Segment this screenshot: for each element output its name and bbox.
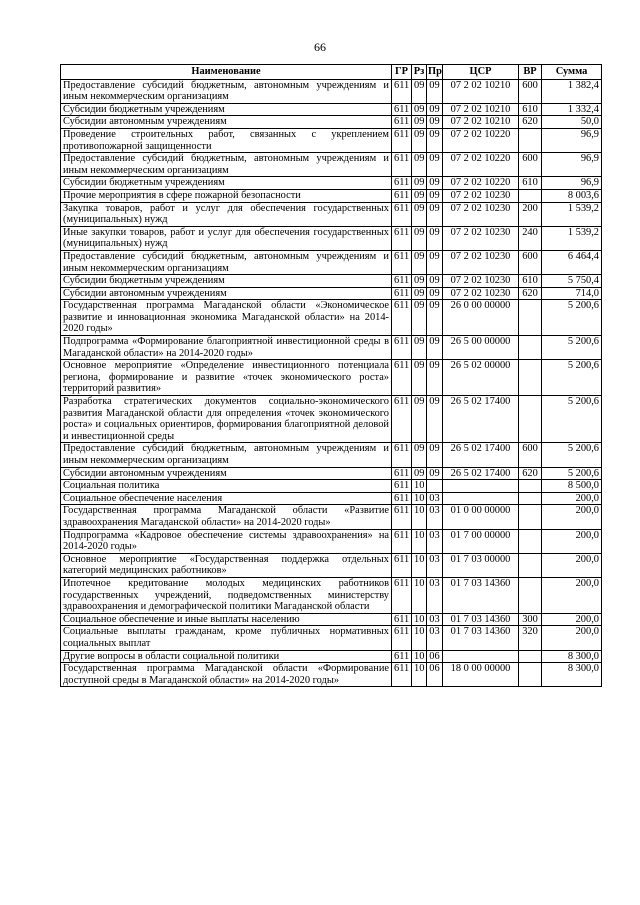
row-rz: 09: [412, 103, 427, 116]
row-sum: 6 464,4: [542, 250, 602, 274]
row-vr: [519, 189, 542, 202]
row-name: Проведение строительных работ, связанных с укреплением противопожарной защищенности: [61, 128, 392, 152]
table-row: [61, 529, 602, 553]
row-csr: 26 5 02 17400: [443, 443, 519, 467]
table-row: [61, 553, 602, 577]
row-name: Социальная политика: [61, 480, 392, 493]
row-name: Подпрограмма «Кадровое обеспечение системы здравоохранения» на 2014-2020 годы»: [61, 529, 392, 553]
row-rz: 10: [412, 626, 427, 650]
row-pr: 09: [427, 396, 443, 443]
row-gr: 611: [392, 505, 412, 529]
row-pr: 09: [427, 79, 443, 103]
row-vr: [519, 663, 542, 687]
row-sum: 200,0: [542, 529, 602, 553]
row-name: Государственная программа Магаданской области «Развитие здравоохранения Магаданской области» на 2014-2020 годы»: [61, 505, 392, 529]
row-name: Субсидии бюджетным учреждениям: [61, 177, 392, 190]
table-row: [61, 577, 602, 613]
header-name: Наименование: [61, 65, 392, 80]
row-gr: 611: [392, 663, 412, 687]
row-vr: 620: [519, 116, 542, 129]
row-csr: 07 2 02 10210: [443, 103, 519, 116]
row-sum: 96,9: [542, 128, 602, 152]
row-csr: 01 0 00 00000: [443, 505, 519, 529]
row-pr: 09: [427, 128, 443, 152]
row-gr: 611: [392, 443, 412, 467]
row-pr: 09: [427, 153, 443, 177]
row-rz: 09: [412, 128, 427, 152]
table-row: [61, 492, 602, 505]
row-csr: 01 7 03 00000: [443, 553, 519, 577]
row-pr: 09: [427, 360, 443, 396]
row-csr: 07 2 02 10230: [443, 189, 519, 202]
row-rz: 09: [412, 189, 427, 202]
row-csr: 07 2 02 10220: [443, 177, 519, 190]
table-row: [61, 275, 602, 288]
row-vr: 610: [519, 103, 542, 116]
table-row: [61, 443, 602, 467]
row-rz: 09: [412, 287, 427, 300]
table-row: [61, 336, 602, 360]
row-sum: 200,0: [542, 505, 602, 529]
row-csr: 01 7 03 14360: [443, 577, 519, 613]
row-name: Предоставление субсидий бюджетным, автономным учреждениям и иным некоммерческим организациям: [61, 443, 392, 467]
row-name: Прочие мероприятия в сфере пожарной безопасности: [61, 189, 392, 202]
header-csr: ЦСР: [443, 65, 519, 80]
row-name: Субсидии бюджетным учреждениям: [61, 275, 392, 288]
row-pr: 03: [427, 553, 443, 577]
row-rz: 10: [412, 577, 427, 613]
row-vr: [519, 396, 542, 443]
row-sum: 8 300,0: [542, 650, 602, 663]
row-vr: 600: [519, 153, 542, 177]
row-pr: 09: [427, 300, 443, 336]
row-csr: 01 7 03 14360: [443, 626, 519, 650]
row-rz: 09: [412, 79, 427, 103]
row-name: Подпрограмма «Формирование благоприятной инвестиционной среды в Магаданской области» на 2014-2020 годы»: [61, 336, 392, 360]
table-row: [61, 396, 602, 443]
row-sum: 200,0: [542, 492, 602, 505]
row-vr: [519, 529, 542, 553]
row-csr: 01 7 03 14360: [443, 613, 519, 626]
row-sum: 8 003,6: [542, 189, 602, 202]
row-name: Другие вопросы в области социальной политики: [61, 650, 392, 663]
row-name: Субсидии автономным учреждениям: [61, 467, 392, 480]
row-pr: 09: [427, 287, 443, 300]
row-vr: [519, 128, 542, 152]
row-gr: 611: [392, 250, 412, 274]
row-sum: 1 332,4: [542, 103, 602, 116]
row-vr: 320: [519, 626, 542, 650]
table-body: [61, 79, 602, 687]
row-vr: 600: [519, 443, 542, 467]
row-csr: 07 2 02 10220: [443, 128, 519, 152]
row-csr: 07 2 02 10230: [443, 226, 519, 250]
row-csr: 07 2 02 10210: [443, 116, 519, 129]
row-vr: [519, 480, 542, 493]
row-name: Основное мероприятие «Государственная поддержка отдельных категорий медицинских работников»: [61, 553, 392, 577]
header-rz: Рз: [412, 65, 427, 80]
row-gr: 611: [392, 189, 412, 202]
row-rz: 09: [412, 250, 427, 274]
page-number: 66: [314, 40, 326, 54]
row-sum: 5 750,4: [542, 275, 602, 288]
table-row: [61, 300, 602, 336]
row-name: Иные закупки товаров, работ и услуг для обеспечения государственных (муниципальных) нужд: [61, 226, 392, 250]
row-sum: 5 200,6: [542, 336, 602, 360]
row-name: Социальное обеспечение и иные выплаты населению: [61, 613, 392, 626]
row-gr: 611: [392, 467, 412, 480]
header-pr: Пр: [427, 65, 443, 80]
row-pr: 06: [427, 650, 443, 663]
row-csr: 26 5 02 00000: [443, 360, 519, 396]
row-gr: 611: [392, 116, 412, 129]
header-vr: ВР: [519, 65, 542, 80]
row-csr: 18 0 00 00000: [443, 663, 519, 687]
row-vr: 300: [519, 613, 542, 626]
row-vr: 240: [519, 226, 542, 250]
row-vr: [519, 577, 542, 613]
row-rz: 09: [412, 443, 427, 467]
row-rz: 09: [412, 226, 427, 250]
row-vr: [519, 505, 542, 529]
row-pr: 03: [427, 613, 443, 626]
row-gr: 611: [392, 480, 412, 493]
budget-table: [60, 64, 602, 687]
row-gr: 611: [392, 103, 412, 116]
row-pr: 09: [427, 275, 443, 288]
row-gr: 611: [392, 613, 412, 626]
row-vr: 610: [519, 275, 542, 288]
table-row: [61, 128, 602, 152]
table-row: [61, 467, 602, 480]
row-pr: 09: [427, 467, 443, 480]
row-pr: 06: [427, 663, 443, 687]
row-sum: 50,0: [542, 116, 602, 129]
row-gr: 611: [392, 128, 412, 152]
row-gr: 611: [392, 226, 412, 250]
row-name: Социальное обеспечение населения: [61, 492, 392, 505]
row-rz: 09: [412, 116, 427, 129]
row-name: Социальные выплаты гражданам, кроме публичных нормативных социальных выплат: [61, 626, 392, 650]
row-rz: 09: [412, 177, 427, 190]
row-csr: [443, 480, 519, 493]
table-row: [61, 650, 602, 663]
row-rz: 09: [412, 275, 427, 288]
row-gr: 611: [392, 492, 412, 505]
row-sum: 5 200,6: [542, 443, 602, 467]
row-vr: [519, 553, 542, 577]
table-row: [61, 505, 602, 529]
row-pr: 03: [427, 577, 443, 613]
row-rz: 10: [412, 650, 427, 663]
row-gr: 611: [392, 275, 412, 288]
row-sum: 1 539,2: [542, 226, 602, 250]
row-name: Субсидии автономным учреждениям: [61, 287, 392, 300]
row-csr: 07 2 02 10230: [443, 275, 519, 288]
row-gr: 611: [392, 577, 412, 613]
row-name: Предоставление субсидий бюджетным, автономным учреждениям и иным некоммерческим организациям: [61, 153, 392, 177]
row-rz: 10: [412, 480, 427, 493]
row-sum: 96,9: [542, 153, 602, 177]
row-csr: [443, 492, 519, 505]
row-gr: 611: [392, 287, 412, 300]
table-row: [61, 250, 602, 274]
row-csr: 07 2 02 10230: [443, 287, 519, 300]
row-pr: 03: [427, 626, 443, 650]
row-sum: 200,0: [542, 553, 602, 577]
table-row: [61, 226, 602, 250]
row-vr: 620: [519, 287, 542, 300]
row-rz: 09: [412, 467, 427, 480]
row-sum: 200,0: [542, 626, 602, 650]
table-row: [61, 103, 602, 116]
row-gr: 611: [392, 396, 412, 443]
row-pr: 03: [427, 505, 443, 529]
row-vr: 620: [519, 467, 542, 480]
row-vr: [519, 492, 542, 505]
table-row: [61, 177, 602, 190]
row-pr: 09: [427, 226, 443, 250]
row-pr: 09: [427, 116, 443, 129]
row-sum: 8 300,0: [542, 663, 602, 687]
row-csr: 07 2 02 10230: [443, 250, 519, 274]
row-name: Разработка стратегических документов социально-экономического развития Магаданской области для определения «точек экономического роста» и социальных ориентиров, формирования благоприятной деловой и инвестиционной среды: [61, 396, 392, 443]
row-csr: [443, 650, 519, 663]
row-sum: 5 200,6: [542, 396, 602, 443]
row-csr: 26 5 02 17400: [443, 396, 519, 443]
row-vr: [519, 650, 542, 663]
row-sum: 5 200,6: [542, 360, 602, 396]
row-rz: 10: [412, 613, 427, 626]
row-pr: 09: [427, 336, 443, 360]
row-sum: 5 200,6: [542, 467, 602, 480]
table-row: [61, 626, 602, 650]
row-rz: 09: [412, 360, 427, 396]
row-name: Ипотечное кредитование молодых медицинских работников государственных учреждений, подведомственных министерству здравоохранения и демографической политики Магаданской области: [61, 577, 392, 613]
table-row: [61, 663, 602, 687]
row-vr: [519, 300, 542, 336]
row-name: Основное мероприятие «Определение инвестиционного потенциала региона, формирование и развитие «точек экономического роста» территорий развития»: [61, 360, 392, 396]
row-pr: 03: [427, 529, 443, 553]
table-row: [61, 613, 602, 626]
row-pr: 09: [427, 189, 443, 202]
row-name: Закупка товаров, работ и услуг для обеспечения государственных (муниципальных) нужд: [61, 202, 392, 226]
row-name: Предоставление субсидий бюджетным, автономным учреждениям и иным некоммерческим организациям: [61, 79, 392, 103]
row-csr: 07 2 02 10220: [443, 153, 519, 177]
table-row: [61, 79, 602, 103]
row-sum: 96,9: [542, 177, 602, 190]
row-csr: 07 2 02 10210: [443, 79, 519, 103]
row-gr: 611: [392, 360, 412, 396]
row-name: Субсидии автономным учреждениям: [61, 116, 392, 129]
row-csr: 01 7 00 00000: [443, 529, 519, 553]
table-header-row: [61, 65, 602, 80]
row-sum: 1 382,4: [542, 79, 602, 103]
table-row: [61, 116, 602, 129]
row-rz: 09: [412, 202, 427, 226]
row-name: Государственная программа Магаданской области «Экономическое развитие и инновационная экономика Магаданской области» на 2014-2020 годы»: [61, 300, 392, 336]
row-rz: 10: [412, 553, 427, 577]
row-csr: 26 5 00 00000: [443, 336, 519, 360]
row-pr: 09: [427, 177, 443, 190]
row-rz: 10: [412, 529, 427, 553]
row-gr: 611: [392, 153, 412, 177]
table-row: [61, 202, 602, 226]
row-rz: 09: [412, 396, 427, 443]
table-row: [61, 287, 602, 300]
row-gr: 611: [392, 336, 412, 360]
row-gr: 611: [392, 650, 412, 663]
row-csr: 07 2 02 10230: [443, 202, 519, 226]
row-gr: 611: [392, 79, 412, 103]
row-sum: 8 500,0: [542, 480, 602, 493]
row-vr: 600: [519, 250, 542, 274]
row-name: Предоставление субсидий бюджетным, автономным учреждениям и иным некоммерческим организациям: [61, 250, 392, 274]
row-rz: 10: [412, 492, 427, 505]
row-gr: 611: [392, 529, 412, 553]
row-pr: [427, 480, 443, 493]
row-rz: 10: [412, 663, 427, 687]
row-name: Субсидии бюджетным учреждениям: [61, 103, 392, 116]
row-pr: 09: [427, 202, 443, 226]
row-sum: 200,0: [542, 577, 602, 613]
row-gr: 611: [392, 300, 412, 336]
row-vr: 610: [519, 177, 542, 190]
header-gr: ГР: [392, 65, 412, 80]
row-rz: 09: [412, 153, 427, 177]
row-pr: 03: [427, 492, 443, 505]
row-sum: 1 539,2: [542, 202, 602, 226]
row-vr: 600: [519, 79, 542, 103]
row-rz: 09: [412, 300, 427, 336]
row-sum: 5 200,6: [542, 300, 602, 336]
row-gr: 611: [392, 177, 412, 190]
header-sum: Сумма: [542, 65, 602, 80]
row-sum: 714,0: [542, 287, 602, 300]
row-vr: [519, 336, 542, 360]
row-sum: 200,0: [542, 613, 602, 626]
table-row: [61, 189, 602, 202]
row-rz: 10: [412, 505, 427, 529]
row-pr: 09: [427, 443, 443, 467]
row-pr: 09: [427, 103, 443, 116]
row-name: Государственная программа Магаданской области «Формирование доступной среды в Магаданской области» на 2014-2020 годы»: [61, 663, 392, 687]
row-gr: 611: [392, 626, 412, 650]
row-gr: 611: [392, 553, 412, 577]
row-csr: 26 0 00 00000: [443, 300, 519, 336]
table-row: [61, 360, 602, 396]
table-row: [61, 153, 602, 177]
row-vr: [519, 360, 542, 396]
row-csr: 26 5 02 17400: [443, 467, 519, 480]
table-row: [61, 480, 602, 493]
row-gr: 611: [392, 202, 412, 226]
row-rz: 09: [412, 336, 427, 360]
row-pr: 09: [427, 250, 443, 274]
row-vr: 200: [519, 202, 542, 226]
